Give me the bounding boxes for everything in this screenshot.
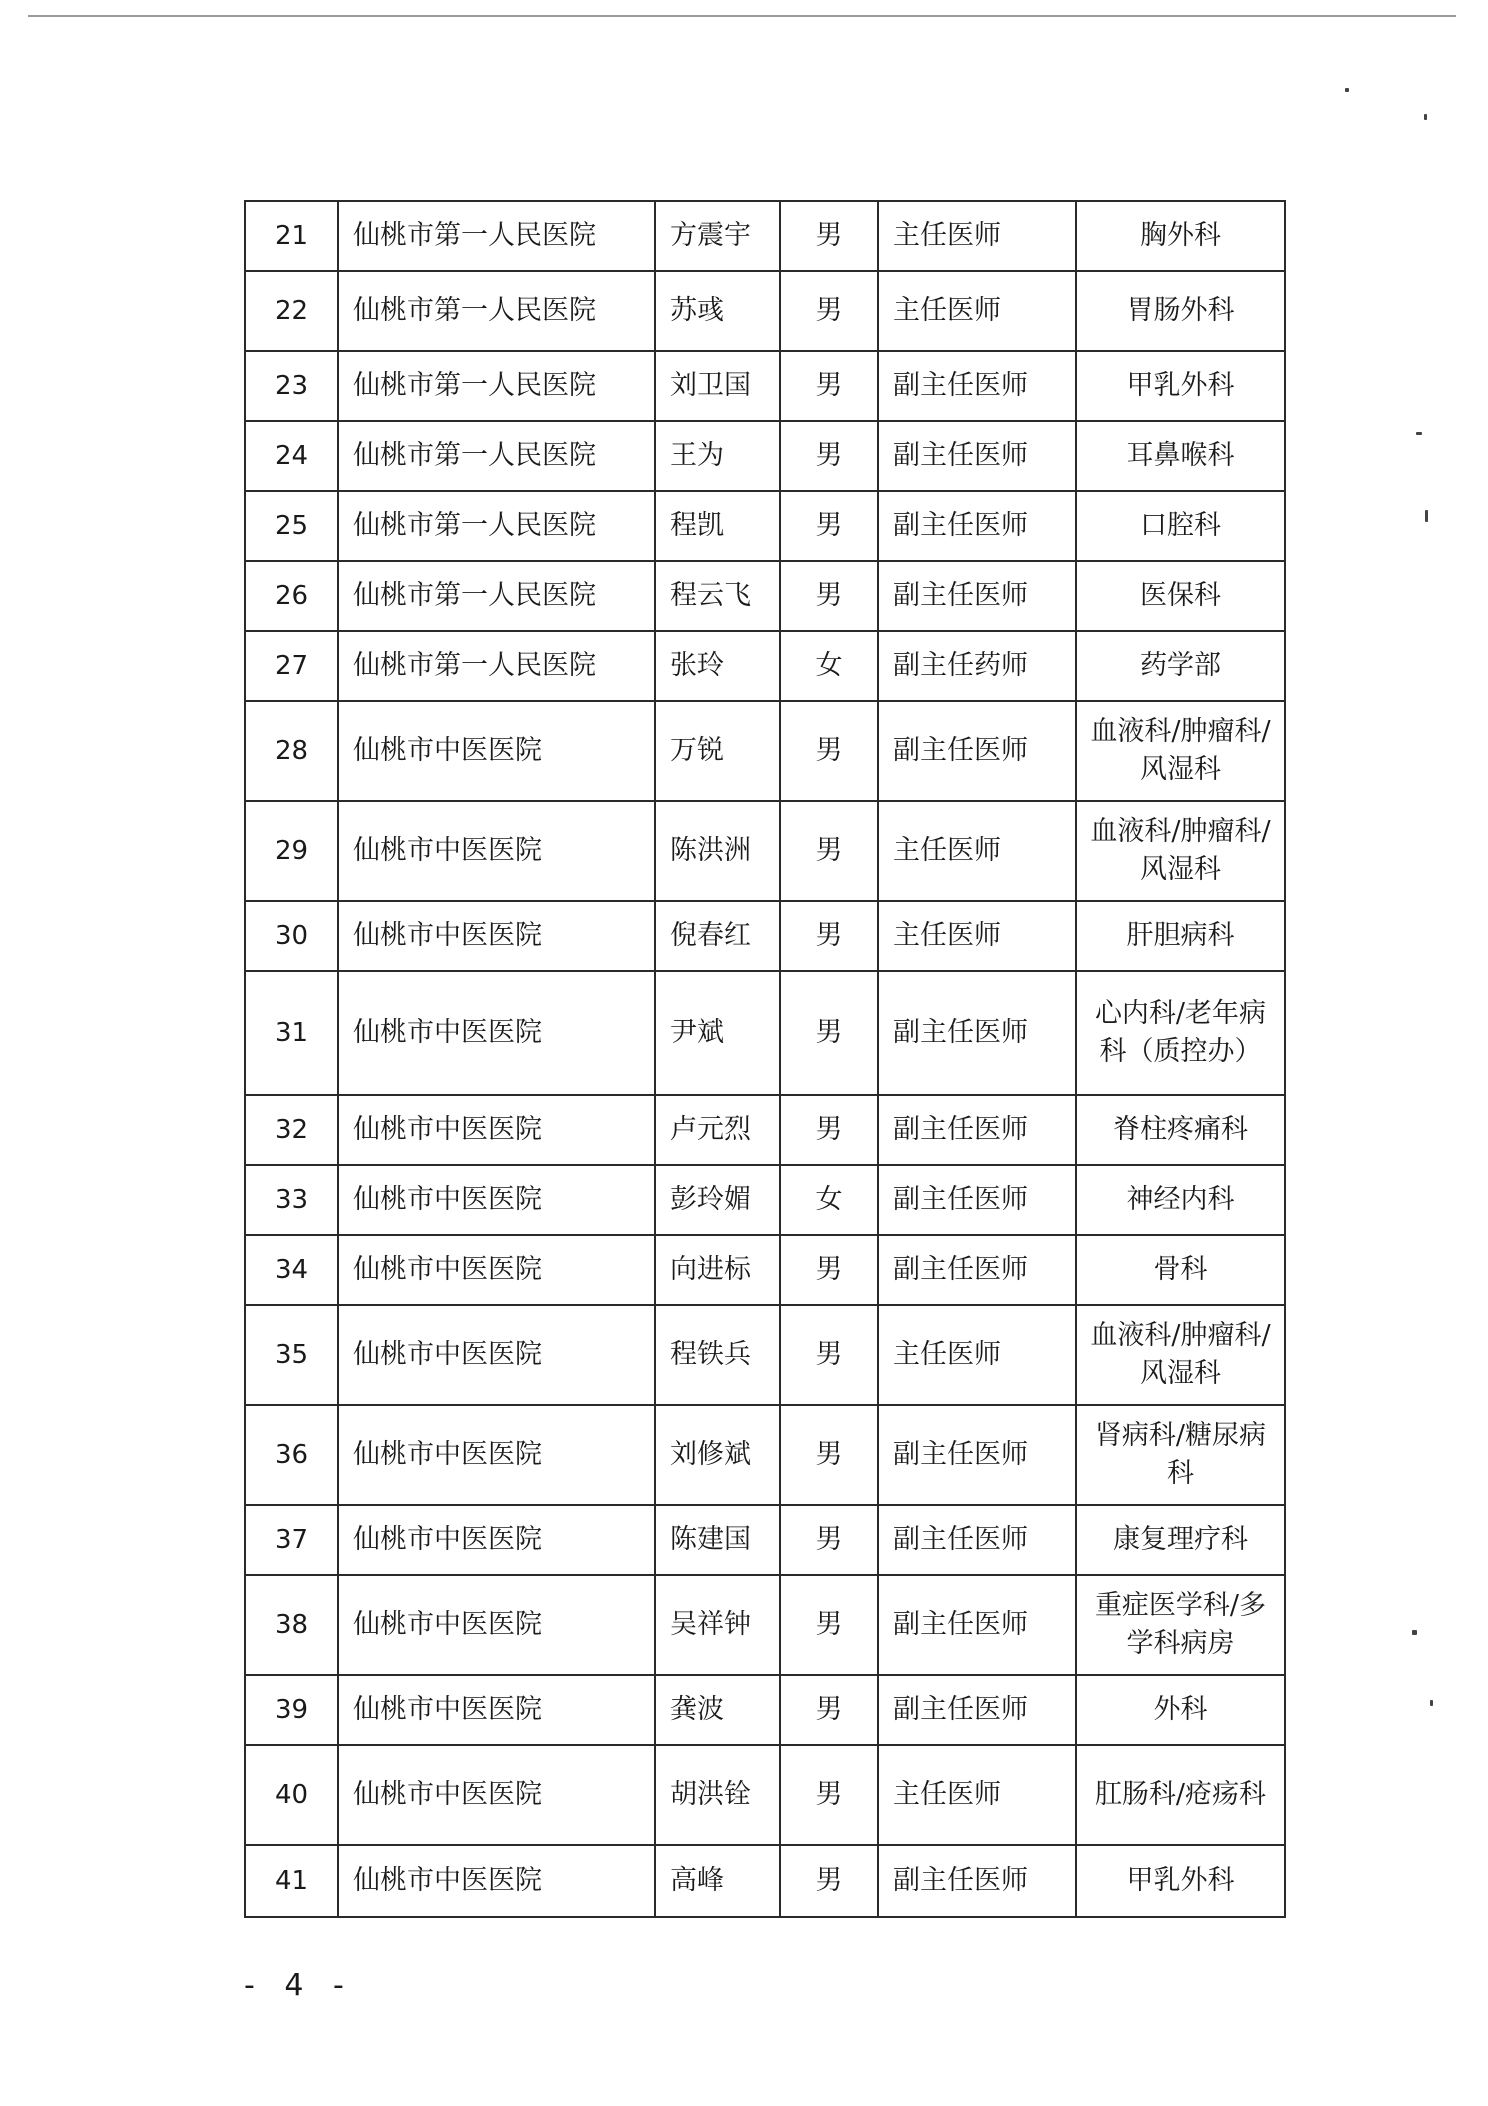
- cell-number: 37: [245, 1505, 338, 1575]
- table-row: [245, 201, 1285, 271]
- scan-speck: [1424, 114, 1427, 120]
- cell-gender: 男: [780, 701, 878, 801]
- cell-department: 甲乳外科: [1076, 351, 1285, 421]
- cell-title: 副主任医师: [878, 1095, 1076, 1165]
- cell-hospital: 仙桃市中医医院: [338, 1745, 655, 1845]
- cell-hospital: 仙桃市第一人民医院: [338, 561, 655, 631]
- cell-gender: 男: [780, 201, 878, 271]
- cell-number: 35: [245, 1305, 338, 1405]
- cell-gender: 男: [780, 351, 878, 421]
- cell-title: 副主任医师: [878, 491, 1076, 561]
- cell-title: 副主任医师: [878, 1165, 1076, 1235]
- cell-department: 肝胆病科: [1076, 901, 1285, 971]
- scan-speck: [1430, 1700, 1433, 1706]
- cell-name: 尹斌: [655, 971, 780, 1095]
- cell-hospital: 仙桃市中医医院: [338, 971, 655, 1095]
- table-row: [245, 1165, 1285, 1235]
- cell-hospital: 仙桃市中医医院: [338, 1405, 655, 1505]
- cell-hospital: 仙桃市第一人民医院: [338, 491, 655, 561]
- cell-title: 副主任医师: [878, 561, 1076, 631]
- cell-department: 神经内科: [1076, 1165, 1285, 1235]
- cell-hospital: 仙桃市中医医院: [338, 1505, 655, 1575]
- cell-department: 骨科: [1076, 1235, 1285, 1305]
- cell-number: 41: [245, 1845, 338, 1917]
- cell-department: 医保科: [1076, 561, 1285, 631]
- cell-title: 副主任医师: [878, 1675, 1076, 1745]
- cell-name: 向进标: [655, 1235, 780, 1305]
- cell-department: 重症医学科/多学科病房: [1076, 1575, 1285, 1675]
- cell-department: 血液科/肿瘤科/风湿科: [1076, 801, 1285, 901]
- table-row: [245, 1235, 1285, 1305]
- cell-department: 外科: [1076, 1675, 1285, 1745]
- cell-title: 副主任医师: [878, 421, 1076, 491]
- table-row: [245, 491, 1285, 561]
- cell-number: 34: [245, 1235, 338, 1305]
- table-row: [245, 1505, 1285, 1575]
- table-row: [245, 1305, 1285, 1405]
- cell-hospital: 仙桃市中医医院: [338, 1165, 655, 1235]
- roster-table: [244, 200, 1286, 1918]
- cell-hospital: 仙桃市第一人民医院: [338, 631, 655, 701]
- cell-name: 方震宇: [655, 201, 780, 271]
- cell-department: 血液科/肿瘤科/风湿科: [1076, 701, 1285, 801]
- cell-department: 胸外科: [1076, 201, 1285, 271]
- cell-gender: 男: [780, 561, 878, 631]
- cell-number: 32: [245, 1095, 338, 1165]
- cell-title: 副主任医师: [878, 1505, 1076, 1575]
- table-row: [245, 901, 1285, 971]
- cell-hospital: 仙桃市第一人民医院: [338, 421, 655, 491]
- cell-title: 副主任医师: [878, 1845, 1076, 1917]
- cell-title: 主任医师: [878, 801, 1076, 901]
- table-row: [245, 1095, 1285, 1165]
- cell-title: 主任医师: [878, 1305, 1076, 1405]
- table-row: [245, 351, 1285, 421]
- scan-speck: [1345, 88, 1349, 92]
- cell-name: 胡洪铨: [655, 1745, 780, 1845]
- cell-name: 苏彧: [655, 271, 780, 351]
- page-number: - 4 -: [244, 1968, 354, 2003]
- cell-department: 口腔科: [1076, 491, 1285, 561]
- cell-name: 张玲: [655, 631, 780, 701]
- table-row: [245, 561, 1285, 631]
- cell-number: 33: [245, 1165, 338, 1235]
- cell-title: 主任医师: [878, 901, 1076, 971]
- cell-title: 副主任医师: [878, 351, 1076, 421]
- cell-gender: 男: [780, 1845, 878, 1917]
- cell-department: 肾病科/糖尿病科: [1076, 1405, 1285, 1505]
- cell-hospital: 仙桃市中医医院: [338, 1305, 655, 1405]
- cell-gender: 男: [780, 801, 878, 901]
- cell-name: 程云飞: [655, 561, 780, 631]
- cell-gender: 男: [780, 1675, 878, 1745]
- cell-hospital: 仙桃市中医医院: [338, 701, 655, 801]
- page-top-rule: [28, 15, 1456, 17]
- cell-number: 21: [245, 201, 338, 271]
- cell-title: 副主任医师: [878, 1405, 1076, 1505]
- cell-gender: 男: [780, 421, 878, 491]
- cell-gender: 男: [780, 1305, 878, 1405]
- cell-hospital: 仙桃市中医医院: [338, 1845, 655, 1917]
- cell-name: 高峰: [655, 1845, 780, 1917]
- scan-speck: [1416, 432, 1422, 435]
- cell-hospital: 仙桃市中医医院: [338, 1675, 655, 1745]
- cell-gender: 男: [780, 1235, 878, 1305]
- cell-name: 万锐: [655, 701, 780, 801]
- cell-name: 倪春红: [655, 901, 780, 971]
- cell-title: 副主任医师: [878, 1575, 1076, 1675]
- cell-department: 胃肠外科: [1076, 271, 1285, 351]
- cell-name: 吴祥钟: [655, 1575, 780, 1675]
- cell-title: 副主任医师: [878, 1235, 1076, 1305]
- cell-hospital: 仙桃市中医医院: [338, 801, 655, 901]
- cell-number: 39: [245, 1675, 338, 1745]
- cell-title: 主任医师: [878, 201, 1076, 271]
- cell-gender: 男: [780, 901, 878, 971]
- table-row: [245, 1405, 1285, 1505]
- cell-number: 38: [245, 1575, 338, 1675]
- cell-number: 25: [245, 491, 338, 561]
- table-row: [245, 421, 1285, 491]
- table-row: [245, 1575, 1285, 1675]
- cell-name: 陈洪洲: [655, 801, 780, 901]
- cell-title: 副主任药师: [878, 631, 1076, 701]
- cell-department: 肛肠科/疮疡科: [1076, 1745, 1285, 1845]
- cell-name: 程凯: [655, 491, 780, 561]
- cell-gender: 男: [780, 1095, 878, 1165]
- cell-number: 23: [245, 351, 338, 421]
- cell-hospital: 仙桃市第一人民医院: [338, 201, 655, 271]
- cell-number: 24: [245, 421, 338, 491]
- table-row: [245, 1745, 1285, 1845]
- cell-name: 王为: [655, 421, 780, 491]
- cell-name: 刘修斌: [655, 1405, 780, 1505]
- cell-gender: 男: [780, 1405, 878, 1505]
- cell-gender: 女: [780, 1165, 878, 1235]
- table-row: [245, 271, 1285, 351]
- cell-gender: 男: [780, 271, 878, 351]
- cell-title: 副主任医师: [878, 971, 1076, 1095]
- cell-number: 31: [245, 971, 338, 1095]
- cell-name: 卢元烈: [655, 1095, 780, 1165]
- cell-gender: 女: [780, 631, 878, 701]
- cell-name: 程铁兵: [655, 1305, 780, 1405]
- cell-department: 脊柱疼痛科: [1076, 1095, 1285, 1165]
- cell-number: 26: [245, 561, 338, 631]
- scan-speck: [1425, 510, 1428, 522]
- cell-title: 主任医师: [878, 1745, 1076, 1845]
- cell-gender: 男: [780, 491, 878, 561]
- table-row: [245, 1845, 1285, 1917]
- roster-table-body: [245, 201, 1285, 1917]
- cell-hospital: 仙桃市第一人民医院: [338, 351, 655, 421]
- cell-department: 心内科/老年病科（质控办）: [1076, 971, 1285, 1095]
- cell-hospital: 仙桃市中医医院: [338, 1095, 655, 1165]
- cell-number: 28: [245, 701, 338, 801]
- cell-gender: 男: [780, 1575, 878, 1675]
- cell-number: 36: [245, 1405, 338, 1505]
- table-row: [245, 701, 1285, 801]
- cell-number: 27: [245, 631, 338, 701]
- cell-number: 30: [245, 901, 338, 971]
- cell-title: 主任医师: [878, 271, 1076, 351]
- scan-speck: [1412, 1630, 1417, 1635]
- cell-department: 血液科/肿瘤科/风湿科: [1076, 1305, 1285, 1405]
- cell-name: 陈建国: [655, 1505, 780, 1575]
- table-row: [245, 801, 1285, 901]
- table-row: [245, 631, 1285, 701]
- cell-gender: 男: [780, 1505, 878, 1575]
- cell-hospital: 仙桃市中医医院: [338, 901, 655, 971]
- cell-department: 耳鼻喉科: [1076, 421, 1285, 491]
- table-row: [245, 1675, 1285, 1745]
- cell-department: 康复理疗科: [1076, 1505, 1285, 1575]
- cell-hospital: 仙桃市中医医院: [338, 1575, 655, 1675]
- cell-number: 22: [245, 271, 338, 351]
- cell-gender: 男: [780, 1745, 878, 1845]
- cell-name: 龚波: [655, 1675, 780, 1745]
- cell-department: 甲乳外科: [1076, 1845, 1285, 1917]
- cell-gender: 男: [780, 971, 878, 1095]
- cell-name: 彭玲媚: [655, 1165, 780, 1235]
- cell-number: 40: [245, 1745, 338, 1845]
- table-row: [245, 971, 1285, 1095]
- cell-name: 刘卫国: [655, 351, 780, 421]
- cell-hospital: 仙桃市第一人民医院: [338, 271, 655, 351]
- cell-department: 药学部: [1076, 631, 1285, 701]
- cell-hospital: 仙桃市中医医院: [338, 1235, 655, 1305]
- cell-title: 副主任医师: [878, 701, 1076, 801]
- cell-number: 29: [245, 801, 338, 901]
